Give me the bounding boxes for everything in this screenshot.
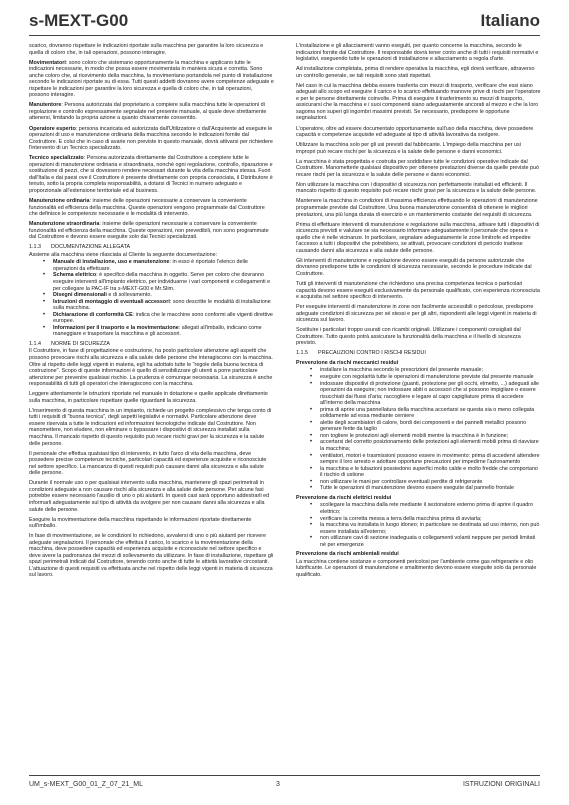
paragraph: In fase di movimentazione, se le condizioni lo richiedono, avvalersi di uno o più aiutanti per ricevere adeguate segnalazioni. Il personale che effettua il carico, lo scarico e la movimentazione della macchina, deve possedere capacità ed esperienza acquisite e riconosciute nel settore specifico e deve avere la padronanza dei mezzi di sollevamento da utilizzare. In fase di installazione, rispettare gli spazi perimetrali indicati dal Costruttore, tenendo conto anche di tutte le attività lavorative circostanti. L'attuazione di questi requisiti va effettuata anche nel rispetto delle leggi vigenti in materia di sicurezza sul lavoro. [29,533,274,579]
paragraph: La macchina è stata progettata e costruita per soddisfare tutte le condizioni operative indicate dal Costruttore. Manometterle qualsiasi dispositivo per ottenere prestazioni diverse da quelle previste può recare rischi per la sicurezza e la salute delle persone e danni economici. [296,158,540,178]
list-item: • scollegare la macchina dalla rete mediante il sezionatore esterno prima di aprire il quadro elettrico; [320,502,541,515]
paragraph: Il Costruttore, in fase di progettazione e costruzione, ha posto particolare attenzione agli aspetti che possono provocare rischi alla sicurezza e alla salute delle persone che interagiscono con la macchina. Oltre al rispetto delle leggi vigenti in materia, egli ha adottato tutte le "regole della buona tecnica di costruzione". Scopo di queste informazioni è quello di sensibilizzare gli utenti a porre particolare attenzione per prevenire qualsiasi rischio. La prudenza è comunque necessaria. La sicurezza è anche responsabilità di tutti gli operatori che interagiscono con la macchina. [29,348,273,388]
list-item: • non utilizzare cavi di sezione inadeguata o collegamenti volanti neppure per periodi limitati né per emergenze [320,535,541,548]
list-item: • Istruzioni di montaggio di eventuali accessori: sono descritte le modalità di installazione sulla macchina. [53,299,274,312]
list-item: • ventilatori, motori e trasmissioni possono essere in movimento: prima di accedervi attendere sempre il loro arresto e adottare opportune precauzioni per impedirne l'azionamento [320,453,541,466]
list-item: • Informazioni per il trasporto e la movimentazione: allegati all'imballo, indicano come maneggiare e trasportare la macchina e gli accessori. [53,325,274,338]
paragraph: Ad installazione completata, prima di rendere operativa la macchina, egli dovrà verificare, attraverso un controllo generale, se tali requisiti sono stati rispettati. [296,66,535,79]
list-item: • indossare dispositivi di protezione (guanti, protezione per gli occhi, elmetto, ...) adeguati alle operazioni da eseguire; non indossare abiti o accessori che si possono impigliare o essere risucchiati dai flussi d'aria; raccogliere e legare al capo capigliature prima di accedere all'interno della macchina [320,381,541,407]
document-type: ISTRUZIONI ORIGINALI [462,781,540,788]
paragraph: Eseguire la movimentazione della macchina rispettando le informazioni riportate direttamente sull'imballo. [29,516,252,530]
paragraph: Il personale che effettua qualsiasi tipo di intervento, in tutto l'arco di vita della macchina, deve possedere precise competenze tecniche, particolari capacità ed esperienze acquisite e riconosciute nel settore specifico. La mancanza di questi requisiti può causare danni alla sicurezza e alla salute delle persone. [29,450,267,477]
paragraph: Leggere attentamente le istruzioni riportate nel manuale in dotazione e quelle applicate direttamente sulla macchina, in particolare rispettare quelle riguardanti la sicurezza. [29,391,268,404]
language-label: Italiano [480,11,540,30]
list-item: • alette degli scambiatori di calore, bordi dei componenti e dei pannelli metallici possono generare ferite da taglio [320,420,541,433]
list-item: • accertarsi del corretto posizionamento delle protezioni agli elementi mobili prima di riavviare la macchina; [320,439,541,452]
paragraph: Nel caso in cui la macchina debba essere trasferita con mezzi di trasporto, verificare che essi siano adeguati allo scopo ed eseguire il carico e lo scarico effettuando manovre prive di rischi per l'operatore e per le persone direttamente coinvolte. Prima di eseguire il trasferimento su mezzi di trasporto, assicurarsi che la macchina e i suoi componenti siano adeguatamente ancorati al mezzo e che la loro sagoma non superi gli ingombri massimi previsti. Se necessario, predisporre le opportune segnalazioni. [296,82,541,122]
section-heading-1-1-4: 1.1.4 NORME DI SICUREZZA [29,340,110,347]
header-rule [29,35,540,36]
documentation-list [29,259,274,338]
page-header [0,0,569,34]
list-item: • eseguire con regolarità tutte le operazioni di manutenzione previste dal presente manuale [320,374,541,381]
electrical-risk-list [296,502,541,548]
definition-manutenzione-ordinaria: Manutenzione ordinaria: insieme delle operazioni necessarie a conservare la conveniente funzionalità ed efficienza della macchina. Queste operazioni vengono programmate dal Costruttore che definisce le competenze necessarie e le modalità di intervento. [29,197,265,218]
list-item: • la macchina va installata in luogo idoneo; in particolare se destinata ad uso interno, non può essere installata all'esterno; [320,522,541,535]
paragraph: La macchina contiene sostanze e componenti pericolosi per l'ambiente come gas refrigerante e olio lubrificante. Le operazioni di manutenzione e smaltimento devono essere eseguite solo da personale qualificato. [296,558,537,578]
list-item: • Schema elettrico: è specifico della macchina in oggetto. Serve per coloro che dovranno eseguire interventi all'impianto elettrico, per individuarne i vari componenti e collegamenti e per collegare la PAC-IF tra s-MEXT-G00 e Mr.Slim. [53,272,274,292]
paragraph: Non utilizzare la macchina con i dispositivi di sicurezza non perfettamente installati ed efficienti. Il mancato rispetto di questo requisito può recare rischi gravi per la sicurezza e la salute delle persone. [296,181,537,195]
mechanical-risk-list [296,367,541,491]
paragraph: L'inserimento di questa macchina in un impianto, richiede un progetto complessivo che tenga conto di tutti i requisiti di "buona tecnica", degli aspetti legislativi e normativi. Particolare attenzione deve essere riservata a tutte le indicazioni ed informazioni tecnologiche indicate dal Costruttore. Non manomettere, non eludere, non eliminare o bypassare i dispositivi di sicurezza installati sulla macchina. Il mancato rispetto di questo requisito può recare rischi gravi per la sicurezza e la salute delle persone. [29,407,272,447]
definition-tecnico: Tecnico specializzato: Persona autorizzata direttamente dal Costruttore a compiere tutte le operazioni di manutenzione ordinaria e straordinaria, nonché ogni regolazione, controllo, riparazione e sostituzione di pezzi, che si dovessero rendere necessari durante la vita della macchina stessa. Fuori dall'Italia e dai paesi ove il Costruttore è presente direttamente con propria consociata, il Distributore è tenuto, sotto la propria completa responsabilità, a dotarsi di Tecnici in numero adeguato e proporzionale all'estensione territoriale ed al business. [29,155,273,194]
subheading-electrical: Prevenzione da rischi elettrici residui [296,494,392,501]
definition-manutentore: Manutentore: Persona autorizzata dal proprietario a compiere sulla macchina tutte le operazioni di regolazione e controllo espressamente segnalate nel presente manuale, al quale deve strettamente attenersi, limitando la propria azione a quanto chiaramente consentito. [29,102,267,122]
list-item: • Disegni dimensionali e di sollevamento. [53,292,274,299]
paragraph: Durante il normale uso o per qualsiasi intervento sulla macchina, mantenere gli spazi perimetrali in condizioni adeguate a non causare rischi alla sicurezza e alla salute delle persone. Per alcune fasi potrebbe essere necessario l'ausilio di uno o più aiutanti. In questi casi sarà opportuno addestrarli ed informarli adeguatamente sul tipo di attività da svolgere per non causare danni alla sicurezza e alla salute delle persone. [29,480,270,513]
section-heading-1-1-3: 1.1.3 DOCUMENTAZIONE ALLEGATA [29,244,131,251]
list-item: • verificare la corretta messa a terra della macchina prima di avviarla; [320,516,541,523]
list-item: • Dichiarazione di conformità CE: indica che le macchine sono conformi alle vigenti direttive europee. [53,312,274,325]
list-item: • non togliere le protezioni agli elementi mobili mentre la macchina è in funzione; [320,433,541,440]
section-heading-1-1-5: 1.1.5 PRECAUZIONI CONTRO I RISCHI RESIDUI [296,350,426,357]
document-code: UM_s-MEXT_G00_01_Z_07_21_ML [29,781,144,788]
definition-movimentatori: Movimentatori: sono coloro che sistemano opportunamente la macchina e applicano tutte le indicazioni necessarie, in modo che possa essere movimentata in maniera sicura e corretta. Sono anche coloro che, al ricevimento della macchina, la movimentano portandola nel punto di installazione secondo le indicazioni riportate su di essa. Tutti questi addetti dovranno avere competenze adeguate e rispettare le indicazioni per garantire la loro sicurezza e quella di coloro che, in tali operazioni, possono interagire. [29,59,274,99]
list-item: • non utilizzare le mani per controllare eventuali perdite di refrigerante [320,479,541,486]
paragraph: Gli interventi di manutenzione e regolazione devono essere eseguiti da persone autorizzate che dovranno predisporre tutte le condizioni di sicurezza necessarie, secondo le procedure indicate dal Costruttore. [296,257,532,277]
paragraph: Per eseguire interventi di manutenzione in zone non facilmente accessibili o pericolose, predisporre adeguate condizioni di sicurezza per sé stessi e per gli altri, rispondenti alle leggi vigenti in materia di sicurezza sul lavoro. [296,304,537,324]
paragraph: Assieme alla macchina viene rilasciata al Cliente la seguente documentazione: [29,251,218,258]
paragraph: L'operatore, oltre ad essere documentato opportunamente sull'uso della macchina, deve possedere capacità e competenze acquisite ed adeguate al tipo di attività lavorativa da svolgere. [296,125,534,139]
right-column [296,43,541,582]
model-title: s-MEXT-G00 [29,11,129,30]
list-item: • Manuale di installazione, uso e manutenzione: in esso è riportato l'elenco delle operazioni da effettuare. [53,259,274,272]
paragraph: L'installazione e gli allacciamenti vanno eseguiti, per quanto concerne la macchina, secondo le indicazioni fornite dal Costruttore. Il responsabile dovrà tener conto anche di tutti i requisiti normativi e legislativi, eseguendo tutte le operazioni di installazione e allacciamento a regola d'arte. [296,43,539,63]
subheading-mechanical: Prevenzione da rischi meccanici residui [296,359,399,366]
paragraph: Mantenere la macchina in condizioni di massima efficienza effettuando le operazioni di manutenzione programmate previste dal Costruttore. Una buona manutenzione consentirà di ottenere le migliori prestazioni, una più lunga durata di esercizio e un mantenimento costante dei requisiti di sicurezza. [296,198,538,218]
footer-rule [29,775,540,776]
definition-manutenzione-straordinaria: Manutenzione straordinaria: insieme delle operazioni necessarie a conservare la conveniente funzionalità ed efficienza della macchina. Queste operazioni, non prevedibili, non sono programmate dal Costruttore e devono essere eseguite solo dai Tecnici specializzati. [29,221,269,241]
left-column [29,43,274,582]
paragraph: Utilizzare la macchina solo per gli usi previsti dal fabbricante. L'impiego della macchina per usi impropri può recare rischi per la sicurezza e la salute delle persone e danni economici. [296,142,521,155]
paragraph: Prima di effettuare interventi di manutenzione e regolazione sulla macchina, attivare tutti i dispositivi di sicurezza previsti e valutare se sia necessario informare adeguatamente il personale che opera e quello che è nelle vicinanze. In particolare, segnalare adeguatamente le zone limitrofe ed impedire l'accesso a tutti i dispositivi che potrebbero, se attivati, provocare condizioni di pericolo inattese causando danni alla sicurezza e alla salute delle persone. [296,221,540,254]
list-item: • Tutte le operazioni di manutenzione devono essere eseguite dal pannello frontale [320,485,541,492]
subheading-environmental: Prevenzione da rischi ambientali residui [296,551,399,558]
definition-operatore-esperto: Operatore esperto: persona incaricata ed autorizzata dall'Utilizzatore o dall'Acquirente ad eseguire le operazioni di uso e manutenzione ordinaria della macchina secondo le indicazioni fornite dal Costruttore. E colui che in caso di avarie non previste in questo manuale, dovrà attivarsi per richiedere l'intervento di un Tecnico specializzato. [29,125,273,152]
paragraph: Sostituire i particolari troppo usurati con ricambi originali. Utilizzare i componenti consigliati dal Costruttore. Tutto questo potrà assicurare la funzionalità della macchina e il livello di sicurezza previsto. [296,327,521,347]
page-number: 3 [276,781,280,788]
paragraph: Tutti gli interventi di manutenzione che richiedono una precisa competenza tecnica o particolari capacità devono essere eseguiti esclusivamente da personale qualificato, con esperienza riconosciuta e acquisita nel settore specifico di intervento. [296,280,540,301]
list-item: • la macchina e le tubazioni possiedono superfici molto calde e molto fredde che comportano il rischio di ustione [320,466,541,479]
list-item: • prima di aprire una pannellatura della macchina accertarsi se questa sia o meno collegata solidamente ad essa mediante cerniere [320,407,541,420]
list-item: • installare la macchina secondo le prescrizioni del presente manuale; [320,367,541,374]
paragraph: scarico, dovranno rispettare le indicazioni riportate sulla macchina per garantire la loro sicurezza e quella di coloro che, in tali operazioni, possono interagire. [29,43,264,56]
